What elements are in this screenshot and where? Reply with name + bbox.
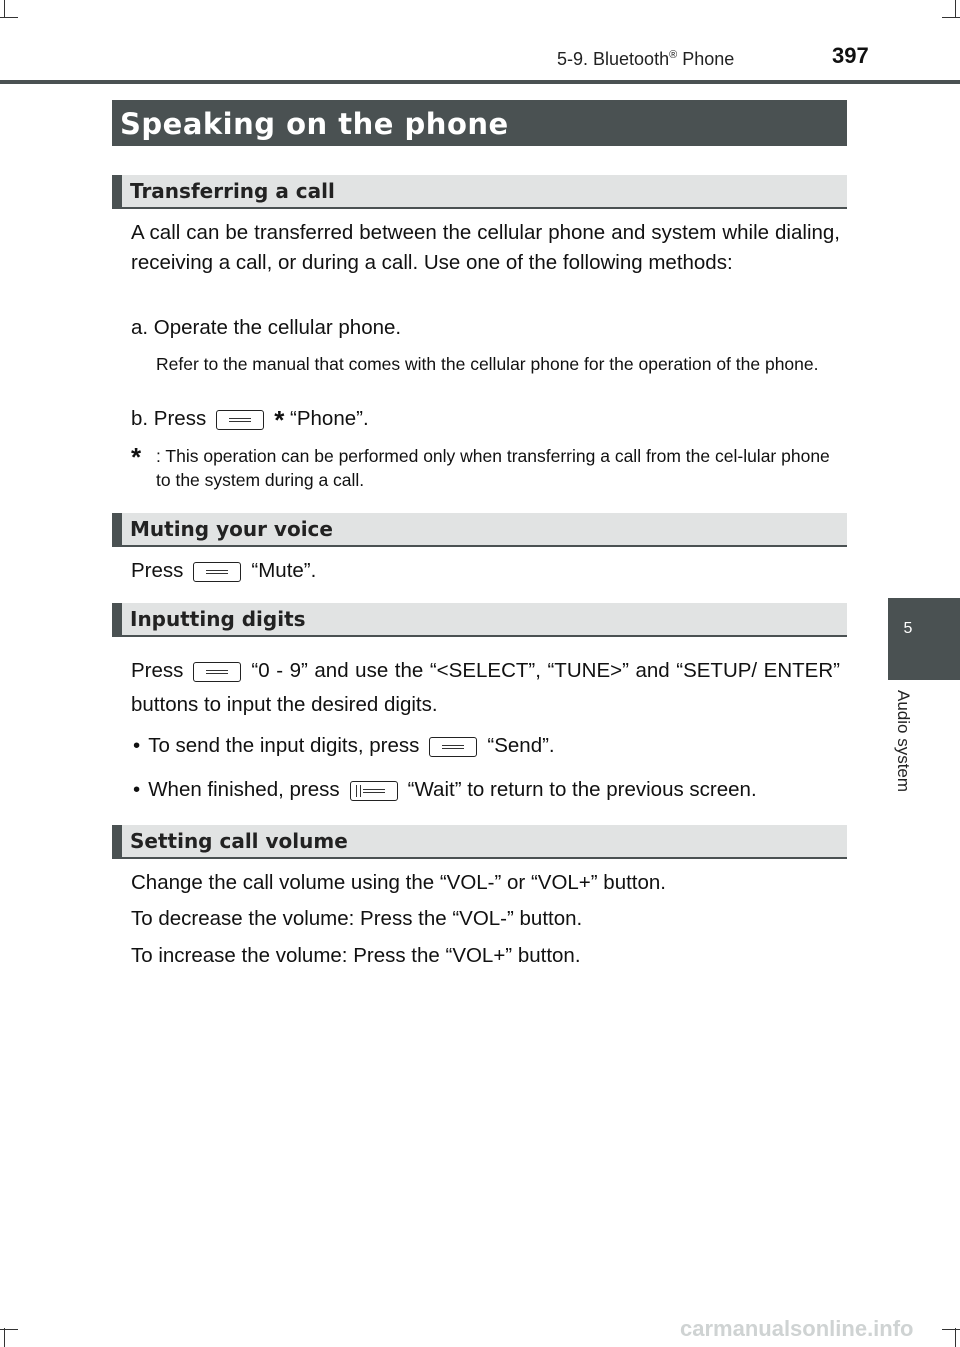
digits-bullet-wait: • When finished, press “Wait” to return to the previous screen. bbox=[133, 778, 757, 801]
header-rule bbox=[0, 80, 960, 84]
subheading-volume: Setting call volume bbox=[112, 825, 847, 859]
subheading-digits: Inputting digits bbox=[112, 603, 847, 637]
chapter-tab bbox=[888, 598, 960, 680]
digits-bullet-send: • To send the input digits, press “Send”. bbox=[133, 734, 555, 757]
chapter-number: 5 bbox=[903, 620, 913, 637]
chapter-label: Audio system bbox=[894, 690, 913, 793]
mute-button-icon bbox=[193, 562, 241, 582]
subheading-transferring: Transferring a call bbox=[112, 175, 847, 209]
wait-button-icon bbox=[350, 781, 398, 801]
crop-mark bbox=[0, 1329, 18, 1330]
section-title: 5-9. Bluetooth® Phone bbox=[557, 49, 735, 69]
volume-line-1: Change the call volume using the “VOL-” or “VOL+” button. bbox=[131, 871, 666, 894]
crop-mark bbox=[955, 1328, 956, 1347]
subheading-muting: Muting your voice bbox=[112, 513, 847, 547]
digits-button-icon bbox=[193, 662, 241, 682]
volume-line-3: To increase the volume: Press the “VOL+” button. bbox=[131, 944, 581, 967]
volume-line-2: To decrease the volume: Press the “VOL-” button. bbox=[131, 907, 583, 930]
mute-instruction: Press “Mute”. bbox=[131, 559, 317, 582]
transfer-intro: A call can be transferred between the cellular phone and system while dialing, receiving a call, or during a call. Use one of the following methods: bbox=[131, 221, 840, 274]
transfer-option-b: b. Press * “Phone”. bbox=[131, 405, 369, 435]
transfer-footnote: * : This operation can be performed only when transferring a call from the cel-lular phone to the system during a call. bbox=[131, 442, 830, 490]
page-header bbox=[0, 0, 960, 84]
page-title-bar bbox=[112, 100, 847, 146]
crop-mark bbox=[4, 1328, 5, 1347]
send-button-icon bbox=[429, 737, 477, 757]
phone-button-icon bbox=[216, 410, 264, 430]
watermark: carmanualsonline.info bbox=[680, 1316, 914, 1341]
page-number: 397 bbox=[832, 43, 869, 68]
transfer-option-a-note: Refer to the manual that comes with the cellular phone for the operation of the phone. bbox=[156, 354, 819, 374]
digits-instruction: Press “0 - 9” and use the “<SELECT”, “TUNE>” and “SETUP/ ENTER” buttons to input the desired digits. bbox=[131, 659, 840, 716]
transfer-option-a: a. Operate the cellular phone. bbox=[131, 316, 402, 339]
page-title: Speaking on the phone bbox=[120, 107, 509, 141]
crop-mark bbox=[942, 1329, 960, 1330]
